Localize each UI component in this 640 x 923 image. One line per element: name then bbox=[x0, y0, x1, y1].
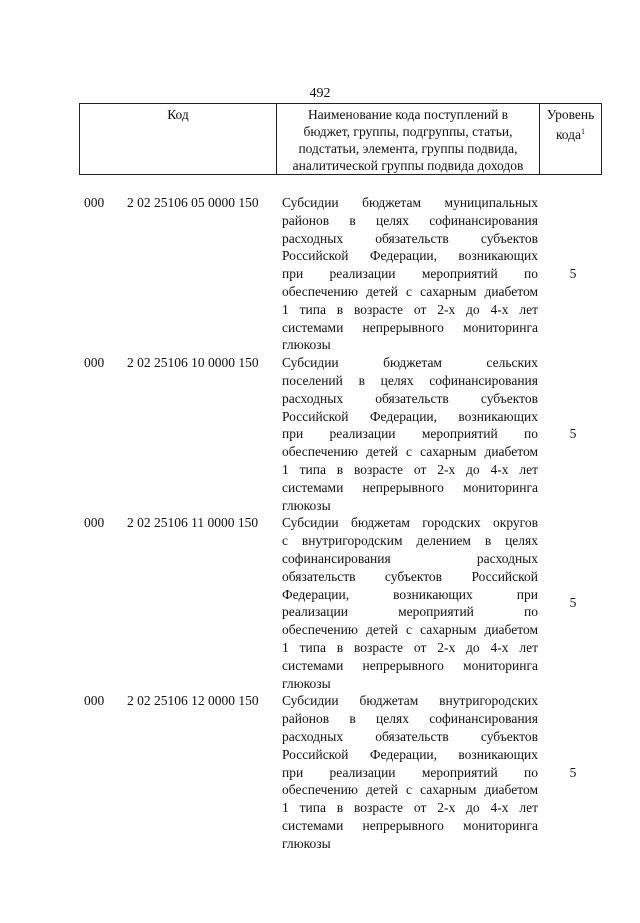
revenue-name bbox=[282, 354, 538, 514]
admin-code: 000 bbox=[84, 515, 105, 531]
admin-code: 000 bbox=[84, 355, 105, 371]
revenue-name-line: системами непрерывного мониторинга bbox=[282, 817, 538, 833]
revenue-name-line: 1 типа в возрасте от 2-х до 4-х лет bbox=[282, 301, 538, 317]
revenue-name-line: Российской Федерации, возникающих bbox=[282, 746, 538, 762]
revenue-name-line: при реализации мероприятий по bbox=[282, 426, 538, 442]
header-code: Код bbox=[80, 104, 277, 175]
revenue-name-line: Субсидии бюджетам сельских bbox=[282, 355, 538, 371]
revenue-name-line: 1 типа в возрасте от 2-х до 4-х лет bbox=[282, 800, 538, 816]
revenue-name-line: глюкозы bbox=[282, 835, 331, 851]
footnote-marker: 1 bbox=[581, 127, 586, 136]
revenue-name-line: системами непрерывного мониторинга bbox=[282, 479, 538, 495]
revenue-name-line: при реализации мероприятий по bbox=[282, 764, 538, 780]
page-number: 492 bbox=[309, 86, 331, 101]
code-level: 5 bbox=[569, 266, 577, 282]
revenue-name-line: районов в целях софинансирования bbox=[282, 212, 538, 228]
table-header bbox=[79, 103, 602, 175]
revenue-name bbox=[282, 194, 538, 354]
revenue-name-line: софинансирования расходных bbox=[282, 550, 538, 566]
revenue-name-line: системами непрерывного мониторинга bbox=[282, 319, 538, 335]
revenue-name-line: расходных обязательств субъектов bbox=[282, 230, 538, 246]
revenue-name-line: Федерации, возникающих при bbox=[282, 586, 538, 602]
revenue-name-line: расходных обязательств субъектов bbox=[282, 728, 538, 744]
code-level: 5 bbox=[569, 764, 577, 780]
revenue-name-line: обеспечению детей с сахарным диабетом bbox=[282, 622, 538, 638]
revenue-name-line: Российской Федерации, возникающих bbox=[282, 408, 538, 424]
revenue-name-line: обеспечению детей с сахарным диабетом bbox=[282, 782, 538, 798]
revenue-name-line: поселений в целях софинансирования bbox=[282, 372, 538, 388]
admin-code: 000 bbox=[84, 195, 105, 210]
revenue-name-line: глюкозы bbox=[282, 675, 331, 691]
code-level: 5 bbox=[569, 426, 577, 442]
revenue-name-line: с внутригородским делением в целях bbox=[282, 533, 538, 549]
revenue-name bbox=[282, 514, 538, 692]
code-level: 5 bbox=[569, 595, 577, 611]
revenue-name-line: обеспечению детей с сахарным диабетом bbox=[282, 283, 538, 299]
revenue-name-line: Российской Федерации, возникающих bbox=[282, 248, 538, 264]
revenue-name bbox=[282, 692, 538, 852]
revenue-name-line: 1 типа в возрасте от 2-х до 4-х лет bbox=[282, 461, 538, 477]
revenue-code: 2 02 25106 11 0000 150 bbox=[127, 515, 259, 531]
revenue-name-line: Субсидии бюджетам внутригородских bbox=[282, 693, 538, 709]
revenue-name-line: Субсидии бюджетам городских округов bbox=[282, 515, 538, 531]
revenue-name-line: обеспечению детей с сахарным диабетом bbox=[282, 444, 538, 460]
revenue-code: 2 02 25106 10 0000 150 bbox=[127, 355, 259, 371]
revenue-name-line: при реализации мероприятий по bbox=[282, 266, 538, 282]
revenue-code: 2 02 25106 05 0000 150 bbox=[127, 195, 259, 210]
revenue-name-line: районов в целях софинансирования bbox=[282, 711, 538, 727]
header-level: Уровень кода$^1$ bbox=[540, 104, 602, 175]
revenue-name-line: глюкозы bbox=[282, 337, 331, 353]
revenue-name-line: глюкозы bbox=[282, 497, 331, 513]
revenue-name-line: обязательств субъектов Российской bbox=[282, 568, 538, 584]
revenue-name-line: расходных обязательств субъектов bbox=[282, 390, 538, 406]
header-name: Наименование кода поступлений в бюджет, группы, подгруппы, статьи, подстатьи, элемента, группы подвида, аналитической группы подвида доходов bbox=[277, 104, 540, 175]
revenue-name-line: Субсидии бюджетам муниципальных bbox=[282, 195, 538, 210]
revenue-name-line: 1 типа в возрасте от 2-х до 4-х лет bbox=[282, 639, 538, 655]
revenue-name-line: системами непрерывного мониторинга bbox=[282, 657, 538, 673]
revenue-name-line: реализации мероприятий по bbox=[282, 604, 538, 620]
revenue-code: 2 02 25106 12 0000 150 bbox=[127, 693, 259, 709]
admin-code: 000 bbox=[84, 693, 105, 709]
